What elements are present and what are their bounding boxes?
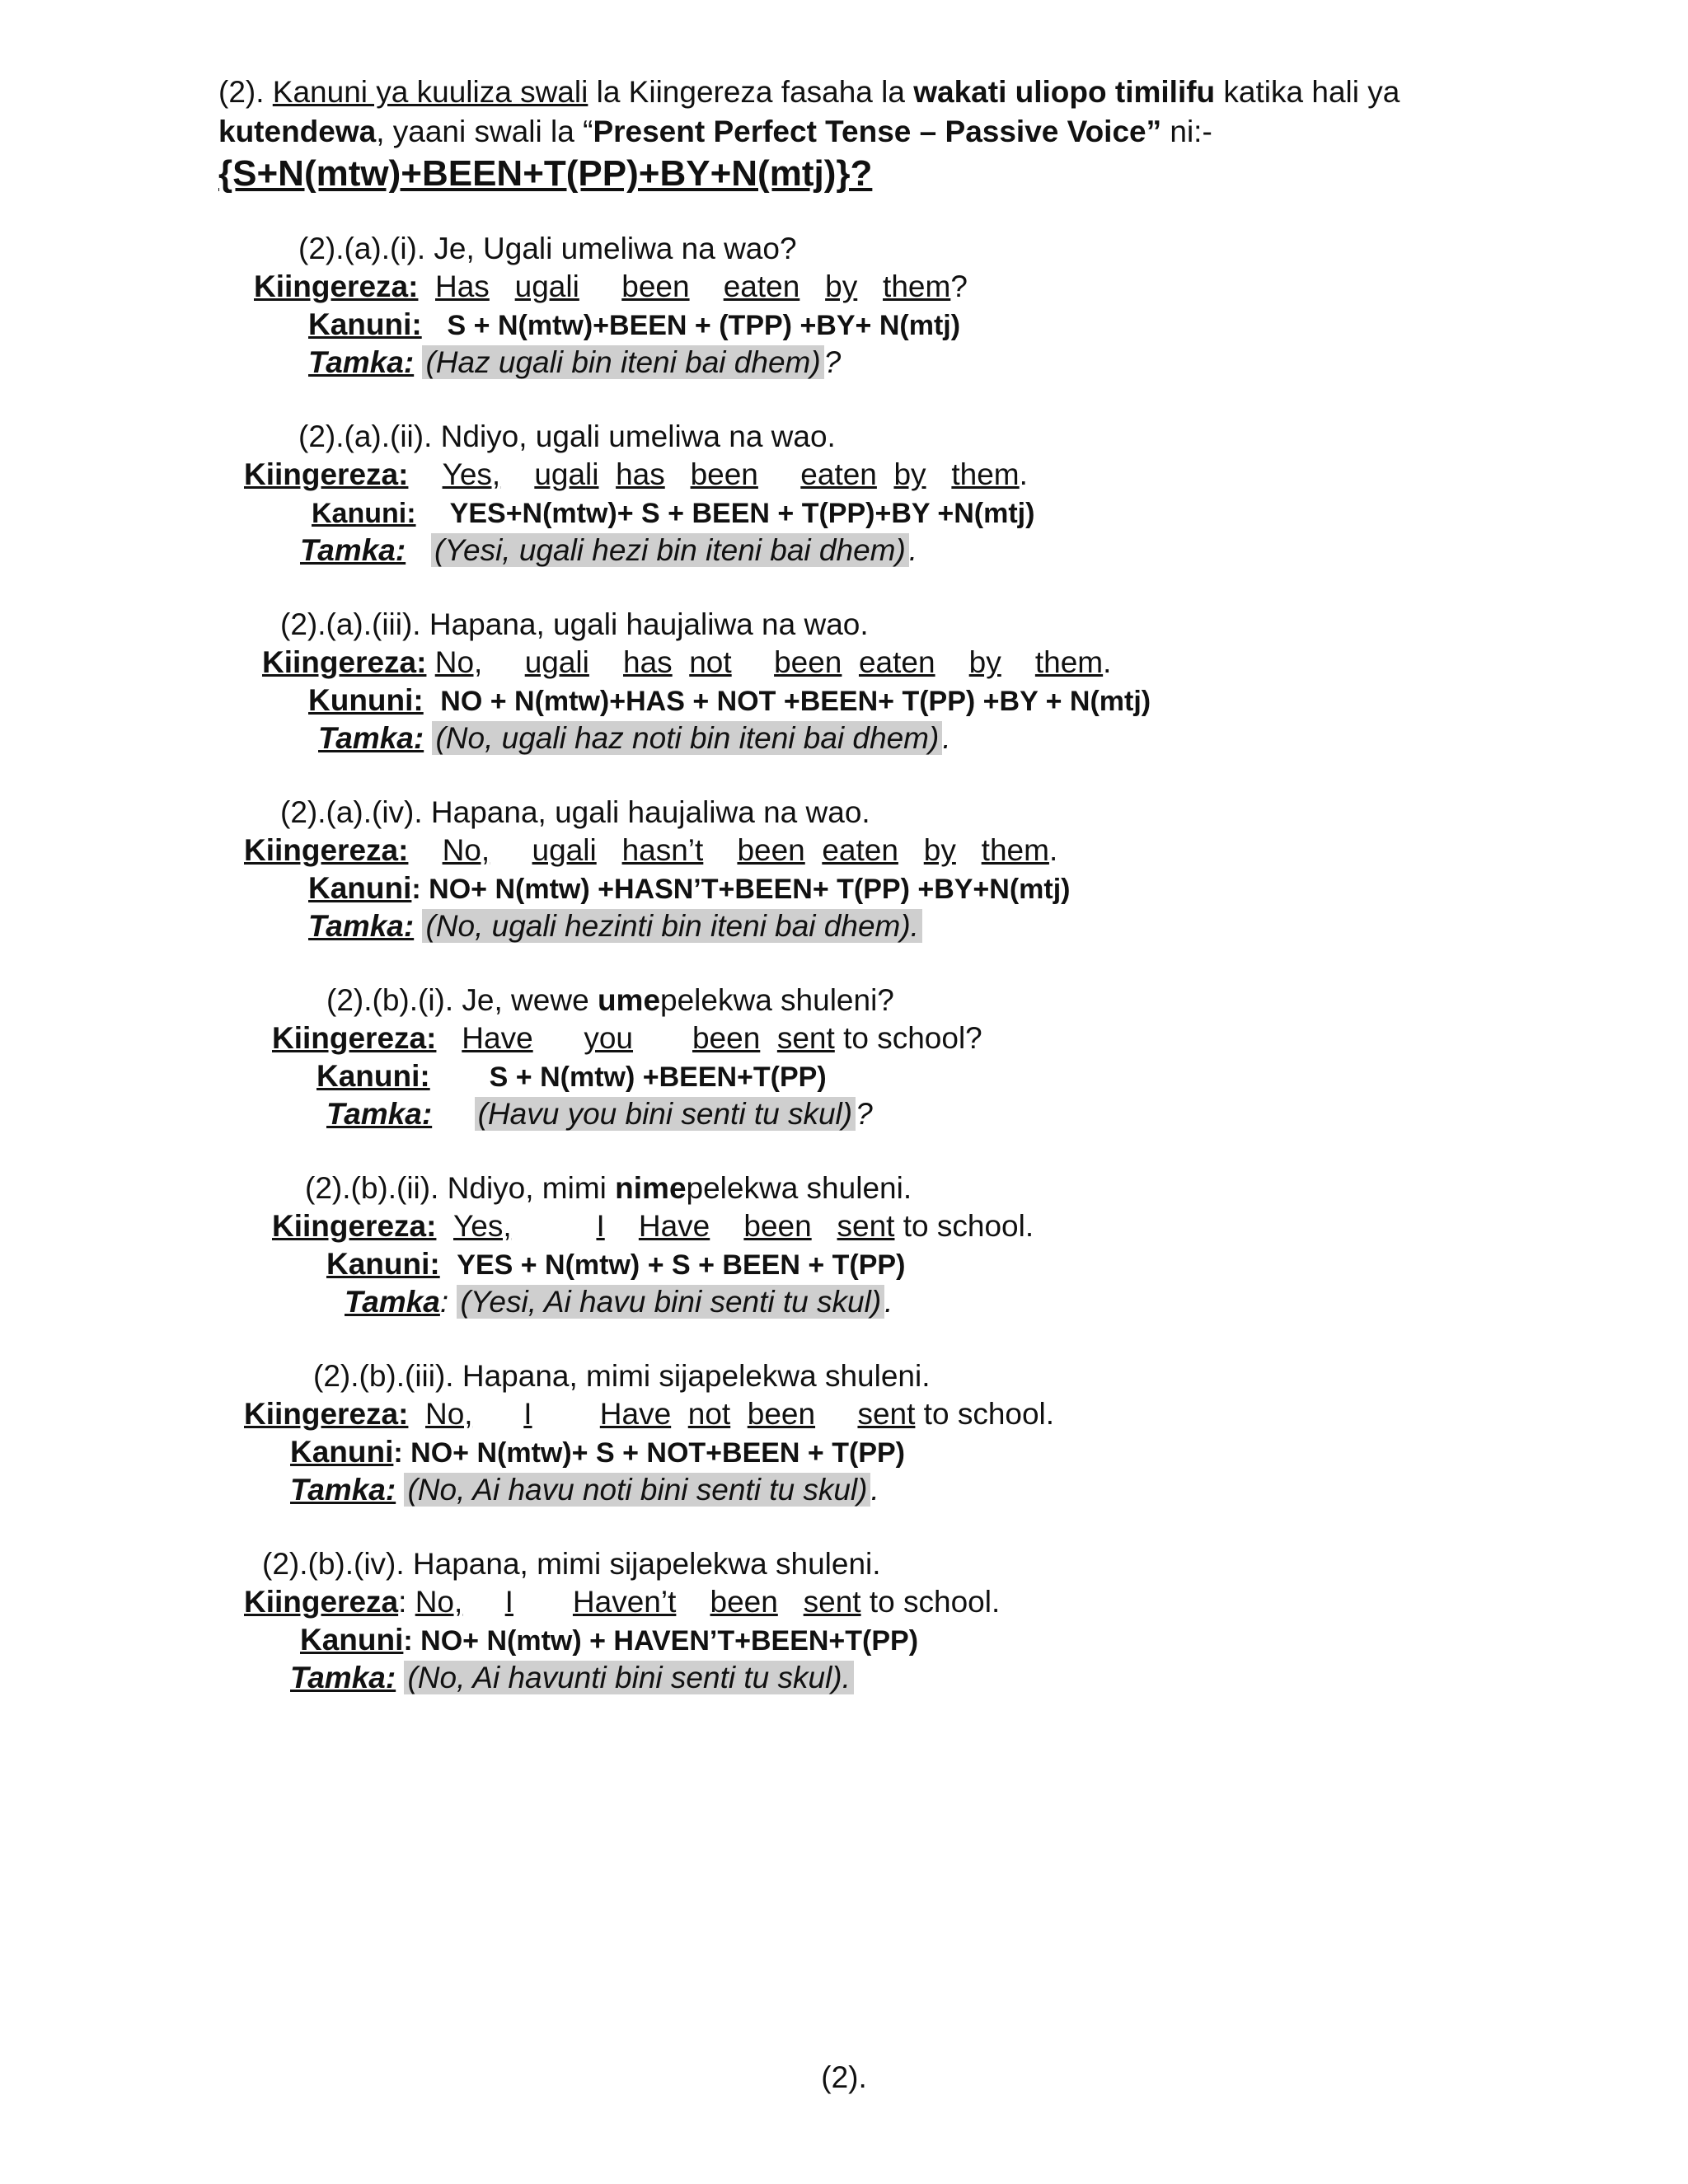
- kanuni-formula: : NO+ N(mtw) + HAVEN’T+BEEN+T(PP): [403, 1625, 919, 1657]
- kanuni-label: Kanuni:: [316, 1059, 430, 1093]
- english-word: been: [737, 833, 805, 867]
- sentence-end: ?: [823, 345, 842, 379]
- question-text: (2).(a).(iii). Hapana, ugali haujaliwa na wao.: [280, 607, 869, 641]
- tamka-pronunciation: (Yesi, ugali hezi bin iteni bai dhem): [431, 533, 909, 567]
- tamka-pronunciation: (No, ugali hezinti bin iteni bai dhem).: [422, 909, 922, 943]
- kiingereza-line: [262, 644, 1111, 681]
- kanuni-formula: YES + N(mtw) + S + BEEN + T(PP): [457, 1249, 906, 1281]
- english-word: No,: [442, 833, 490, 867]
- intro-number: (2).: [218, 75, 273, 109]
- english-word: them: [951, 457, 1020, 491]
- english-word: been: [747, 1397, 816, 1431]
- question-line: [305, 1170, 912, 1207]
- tamka-label: Tamka:: [308, 345, 415, 379]
- question-text: (2).(b).(ii). Ndiyo, mimi: [305, 1171, 616, 1205]
- english-word: No,: [425, 1397, 473, 1431]
- sentence-end: ?: [950, 269, 968, 303]
- english-word: ugali: [532, 833, 597, 867]
- question-text: (2).(b).(iii). Hapana, mimi sijapelekwa shuleni.: [313, 1359, 931, 1393]
- intro-paragraph: [218, 73, 1554, 152]
- tamka-line: [308, 344, 841, 381]
- kiingereza-line: [244, 1396, 1054, 1432]
- tamka-label: Tamka:: [290, 1661, 396, 1694]
- sentence-end: .: [908, 533, 918, 567]
- kanuni-label: Kanuni:: [312, 498, 416, 529]
- english-word: eaten: [800, 457, 877, 491]
- kanuni-label: Kanuni:: [308, 307, 422, 341]
- english-word: sent: [837, 1209, 895, 1243]
- sentence-end: to school?: [834, 1021, 982, 1055]
- intro-text-3: , yaani swali la “: [376, 115, 593, 148]
- sentence-end: .: [942, 721, 951, 755]
- english-word: them: [981, 833, 1049, 867]
- question-line: [280, 794, 870, 831]
- kiingereza-line: [272, 1208, 1034, 1244]
- sentence-end: ?: [856, 1097, 873, 1131]
- intro-text-4: ni:-: [1161, 115, 1212, 148]
- english-word: has: [616, 457, 665, 491]
- tamka-line: [290, 1472, 879, 1508]
- english-word: has: [623, 645, 673, 679]
- kanuni-line: [300, 1622, 918, 1659]
- english-word: been: [621, 269, 690, 303]
- english-word: sent: [803, 1585, 861, 1619]
- english-word: you: [584, 1021, 634, 1055]
- sentence-end: to school.: [860, 1585, 1001, 1619]
- english-word: sent: [857, 1397, 916, 1431]
- english-word: Have: [638, 1209, 710, 1243]
- tamka-line: [308, 908, 922, 944]
- english-word: ugali: [514, 269, 579, 303]
- question-text: (2).(b).(i). Je, wewe: [326, 983, 598, 1017]
- kanuni-line: [316, 1058, 827, 1095]
- sentence-end: to school.: [915, 1397, 1055, 1431]
- english-word: by: [893, 457, 926, 491]
- tamka-line: [326, 1096, 873, 1132]
- intro-bold-3: Present Perfect Tense – Passive Voice”: [593, 115, 1162, 148]
- english-word: hasn’t: [621, 833, 704, 867]
- tamka-line: [290, 1660, 854, 1696]
- english-word: by: [923, 833, 956, 867]
- tamka-pronunciation: (No, Ai havunti bini senti tu skul).: [404, 1661, 853, 1694]
- english-word: Has: [435, 269, 490, 303]
- question-text-end: pelekwa shuleni.: [686, 1171, 912, 1205]
- kanuni-formula: : NO+ N(mtw) +HASN’T+BEEN+ T(PP) +BY+N(mtj): [411, 874, 1071, 905]
- kiingereza-label: Kiingereza:: [262, 645, 427, 679]
- kanuni-label: Kanuni: [300, 1623, 404, 1657]
- sentence-end: .: [1048, 833, 1058, 867]
- kanuni-label: Kanuni: [290, 1435, 394, 1469]
- question-text: (2).(a).(ii). Ndiyo, ugali umeliwa na wao.: [298, 419, 836, 453]
- english-word: I: [596, 1209, 605, 1243]
- english-word: not: [687, 1397, 731, 1431]
- english-word: been: [743, 1209, 812, 1243]
- english-word: Have: [599, 1397, 672, 1431]
- page-number: (2).: [821, 2060, 867, 2094]
- english-word: them: [1034, 645, 1104, 679]
- question-text: (2).(a).(iv). Hapana, ugali haujaliwa na wao.: [280, 795, 870, 829]
- question-text-end: pelekwa shuleni?: [660, 983, 894, 1017]
- english-word: I: [523, 1397, 532, 1431]
- question-line: [326, 982, 894, 1019]
- kiingereza-label: Kiingereza: [244, 1585, 399, 1619]
- english-word: Yes,: [442, 457, 501, 491]
- english-word: sent: [776, 1021, 835, 1055]
- kiingereza-label: Kiingereza:: [244, 457, 409, 491]
- kiingereza-separator: :: [398, 1585, 415, 1619]
- question-bold-prefix: ume: [597, 983, 661, 1017]
- tamka-pronunciation: (No, ugali haz noti bin iteni bai dhem): [432, 721, 942, 755]
- main-formula: {S+N(mtw)+BEEN+T(PP)+BY+N(mtj)}?: [218, 153, 873, 194]
- kanuni-line: [312, 494, 1034, 532]
- sentence-end: .: [1103, 645, 1112, 679]
- intro-text-1: la Kiingereza fasaha la: [588, 75, 914, 109]
- english-word: been: [692, 1021, 761, 1055]
- tamka-line: [300, 532, 917, 569]
- tamka-line: [318, 720, 951, 757]
- question-line: [298, 231, 797, 267]
- intro-bold-2: kutendewa: [218, 115, 377, 148]
- kanuni-formula: S + N(mtw)+BEEN + (TPP) +BY+ N(mtj): [447, 310, 961, 341]
- kiingereza-label: Kiingereza:: [244, 1397, 409, 1431]
- kiingereza-line: [272, 1020, 982, 1057]
- question-line: [280, 607, 869, 643]
- question-text: (2).(b).(iv). Hapana, mimi sijapelekwa shuleni.: [262, 1547, 881, 1581]
- tamka-label: Tamka:: [326, 1097, 433, 1131]
- tamka-label: Tamka:: [308, 909, 415, 943]
- tamka-pronunciation: (Havu you bini senti tu skul): [475, 1097, 856, 1131]
- tamka-label: Tamka:: [300, 533, 406, 567]
- english-word: eaten: [723, 269, 800, 303]
- english-word: No,: [434, 645, 483, 679]
- kanuni-label: Kanuni:: [326, 1247, 440, 1281]
- tamka-pronunciation: (Haz ugali bin iteni bai dhem): [422, 345, 823, 379]
- kiingereza-line: [254, 269, 968, 305]
- kiingereza-label: Kiingereza:: [254, 269, 419, 303]
- kanuni-line: [326, 1246, 905, 1283]
- english-word: been: [774, 645, 842, 679]
- english-word: Have: [462, 1021, 533, 1055]
- intro-text-2: katika hali ya: [1215, 75, 1400, 109]
- sentence-end: to school.: [894, 1209, 1034, 1243]
- english-word: I: [504, 1585, 513, 1619]
- intro-bold-1: wakati uliopo timilifu: [913, 75, 1216, 109]
- kiingereza-line: [244, 832, 1057, 869]
- kiingereza-label: Kiingereza:: [272, 1209, 437, 1243]
- sentence-end: .: [870, 1473, 879, 1507]
- english-word: eaten: [822, 833, 898, 867]
- question-line: [313, 1358, 930, 1394]
- question-text: (2).(a).(i). Je, Ugali umeliwa na wao?: [298, 232, 797, 265]
- kanuni-line: [308, 307, 960, 344]
- kanuni-line: [308, 870, 1071, 907]
- tamka-pronunciation: (No, Ai havu noti bini senti tu skul): [404, 1473, 870, 1507]
- english-word: them: [883, 269, 951, 303]
- kiingereza-line: [244, 1584, 1000, 1620]
- english-word: been: [690, 457, 758, 491]
- tamka-label: Tamka:: [290, 1473, 396, 1507]
- english-word: by: [825, 269, 858, 303]
- sentence-end: .: [884, 1285, 893, 1319]
- english-word: Yes,: [453, 1209, 512, 1243]
- question-line: [298, 419, 836, 455]
- tamka-label: Tamka: [345, 1285, 440, 1319]
- kiingereza-line: [244, 457, 1028, 493]
- english-word: eaten: [858, 645, 935, 679]
- tamka-label: Tamka:: [318, 721, 424, 755]
- kanuni-line: [290, 1434, 905, 1471]
- english-word: Haven’t: [572, 1585, 677, 1619]
- kanuni-formula: YES+N(mtw)+ S + BEEN + T(PP)+BY +N(mtj): [449, 498, 1035, 529]
- kanuni-label: Kununi:: [308, 683, 424, 717]
- kiingereza-label: Kiingereza:: [272, 1021, 437, 1055]
- kanuni-line: [308, 682, 1151, 719]
- english-word: been: [710, 1585, 778, 1619]
- sentence-end: .: [1019, 457, 1028, 491]
- tamka-line: [345, 1284, 893, 1320]
- english-word: ugali: [524, 645, 589, 679]
- tamka-separator: :: [439, 1285, 457, 1319]
- kanuni-formula: : NO+ N(mtw)+ S + NOT+BEEN + T(PP): [393, 1437, 905, 1469]
- tamka-pronunciation: (Yesi, Ai havu bini senti tu skul): [457, 1285, 884, 1319]
- kanuni-formula: S + N(mtw) +BEEN+T(PP): [489, 1062, 827, 1093]
- kiingereza-label: Kiingereza:: [244, 833, 409, 867]
- english-word: not: [689, 645, 732, 679]
- english-word: by: [968, 645, 1001, 679]
- intro-kanuni: Kanuni ya kuuliza swali: [272, 75, 588, 109]
- kanuni-label: Kanuni: [308, 871, 412, 905]
- english-word: No,: [415, 1585, 463, 1619]
- question-line: [262, 1546, 881, 1582]
- question-bold-prefix: nime: [615, 1171, 687, 1205]
- english-word: ugali: [534, 457, 599, 491]
- kanuni-formula: NO + N(mtw)+HAS + NOT +BEEN+ T(PP) +BY + N(mtj): [440, 686, 1151, 717]
